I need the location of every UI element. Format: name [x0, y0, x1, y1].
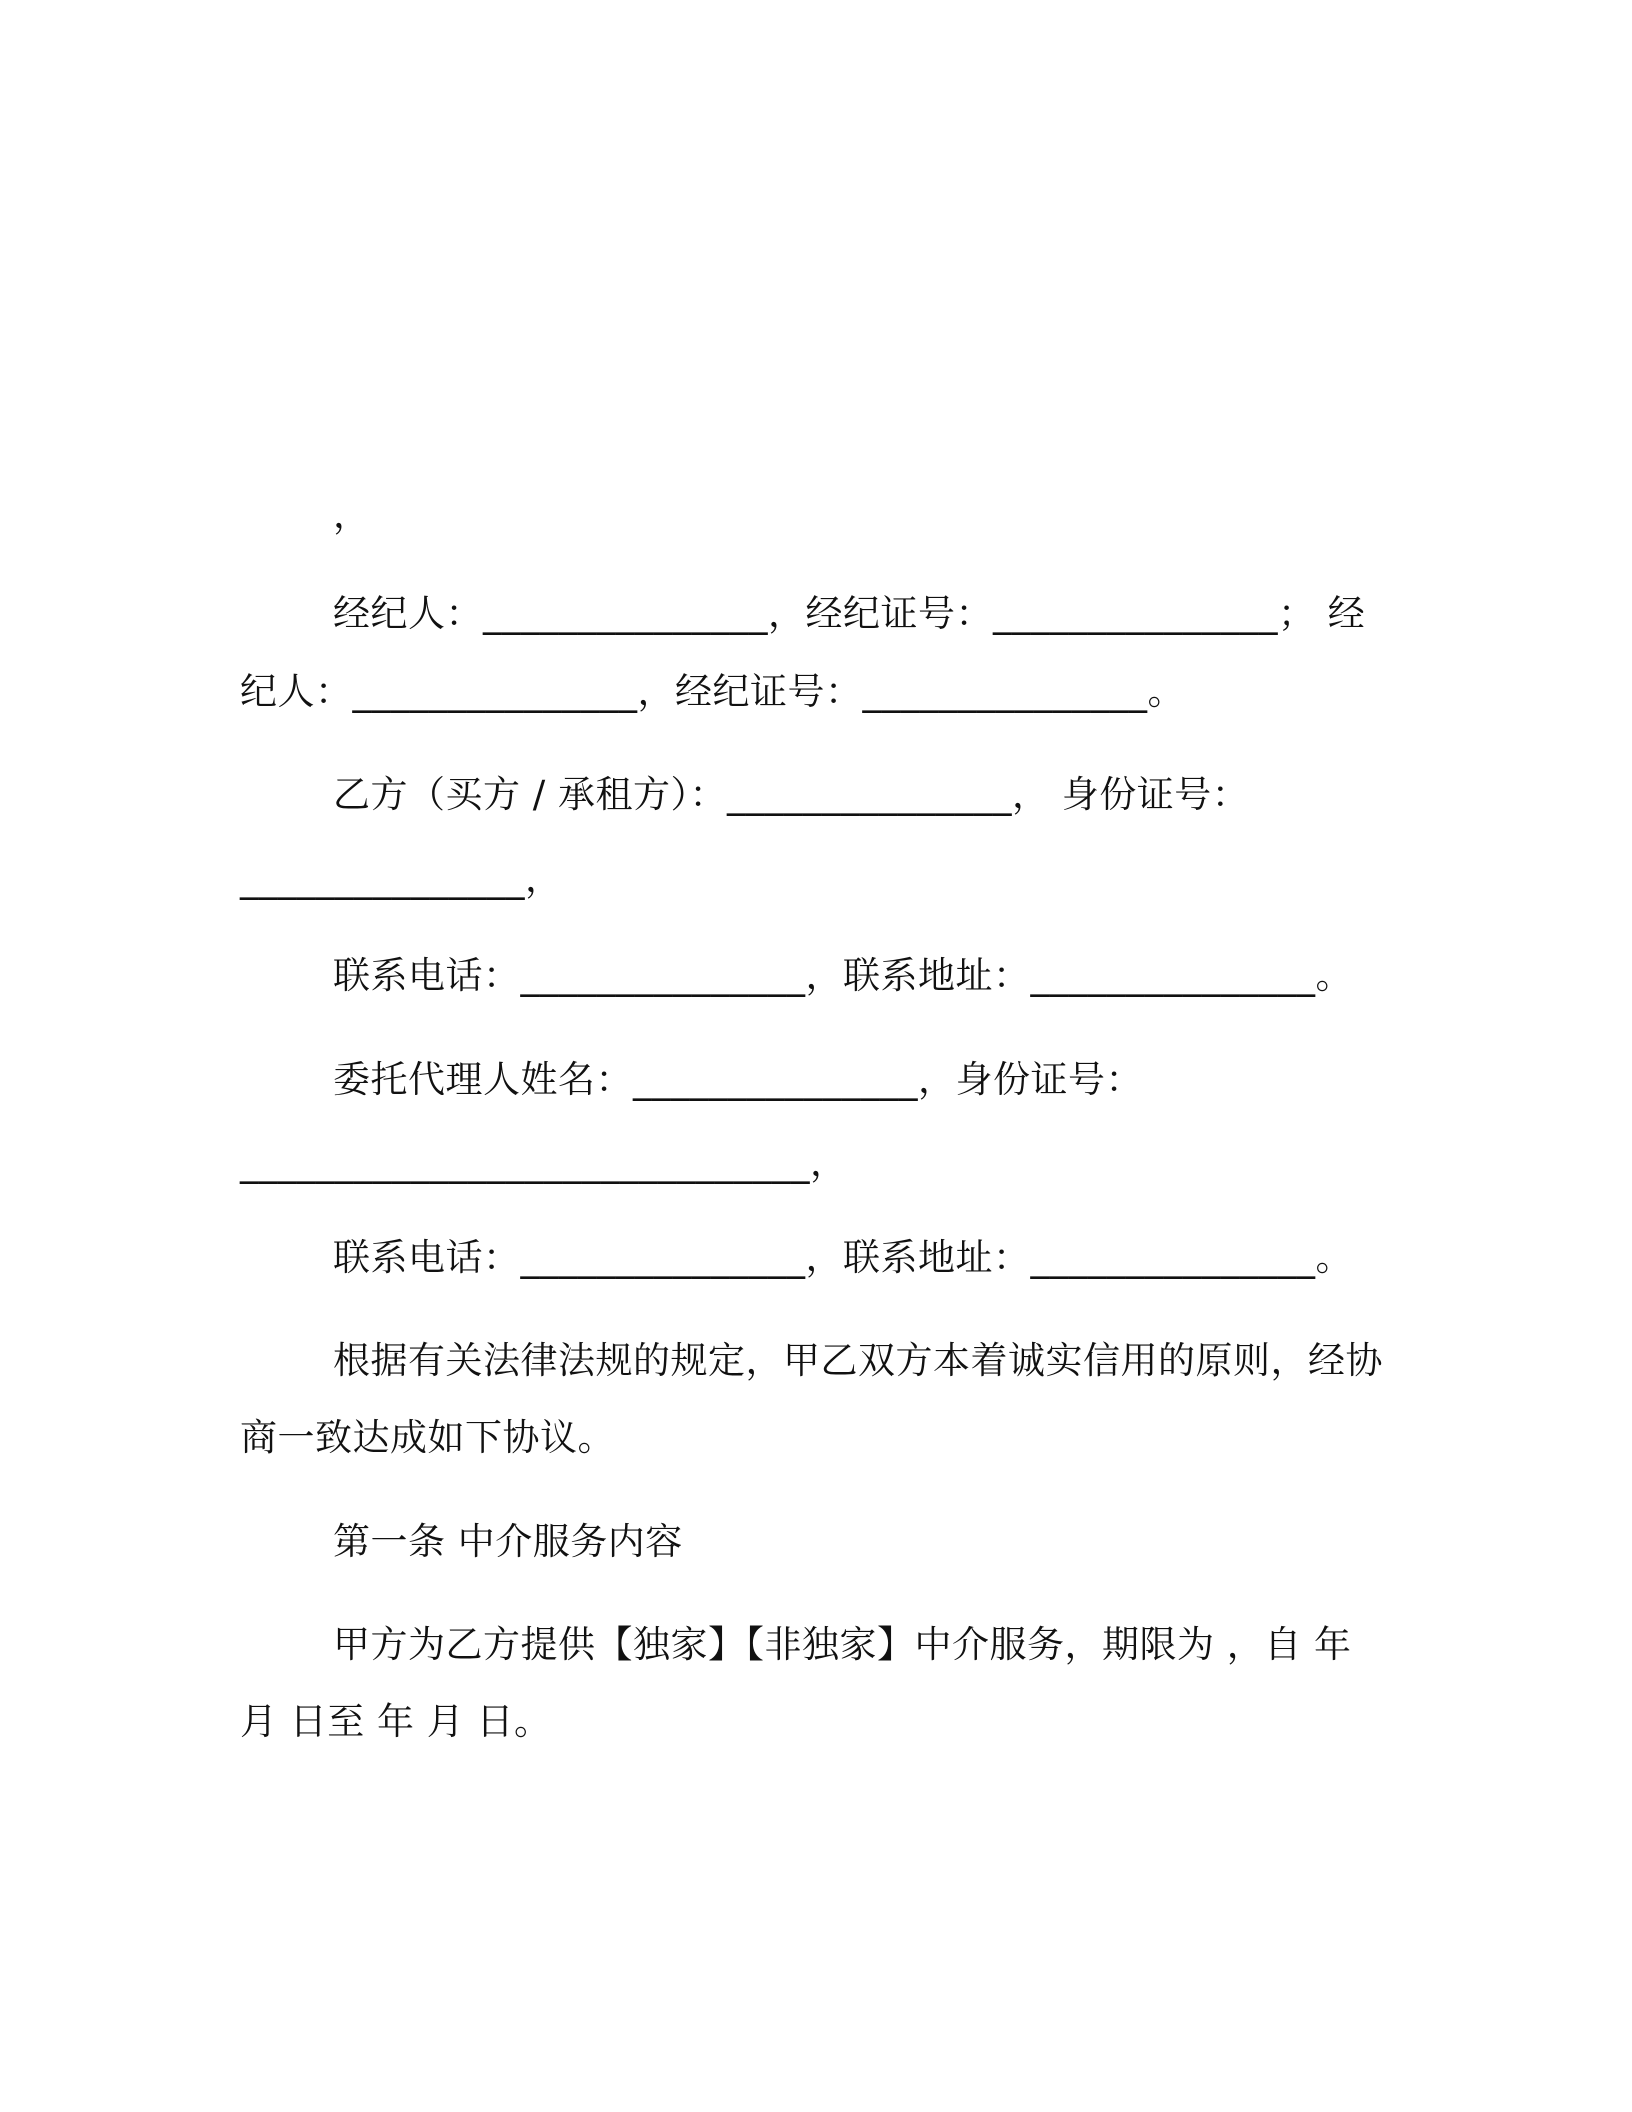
agreement-paragraph-line-1: 根据有关法律法规的规定，甲乙双方本着诚实信用的原则，经协 [333, 1339, 1383, 1382]
article-1-heading: 第一条 中介服务内容 [333, 1520, 683, 1563]
agent-contact-line: 联系电话：_______________，联系地址：_______________。 [333, 1236, 1353, 1279]
party-b-line-1: 乙方（买方 / 承租方）：_______________， 身份证号： [333, 773, 1250, 816]
party-b-id-line: _______________， [240, 857, 563, 900]
article-1-text-line-1: 甲方为乙方提供【独家】【非独家】中介服务，期限为 ，自 年 [333, 1623, 1352, 1666]
agreement-paragraph-line-2: 商一致达成如下协议。 [240, 1416, 615, 1459]
agent-name-line: 委托代理人姓名：_______________，身份证号： [333, 1058, 1143, 1101]
leading-comma: ， [333, 493, 371, 536]
article-1-text-line-2: 月 日至 年 月 日。 [240, 1700, 552, 1743]
agent-id-line: ______________________________， [240, 1141, 848, 1184]
agent-line-2: 纪人：_______________，经纪证号：_______________。 [240, 670, 1185, 713]
party-b-contact-line: 联系电话：_______________，联系地址：_______________。 [333, 954, 1353, 997]
agent-line-1: 经纪人：_______________，经纪证号：_______________； 经 [333, 592, 1366, 635]
